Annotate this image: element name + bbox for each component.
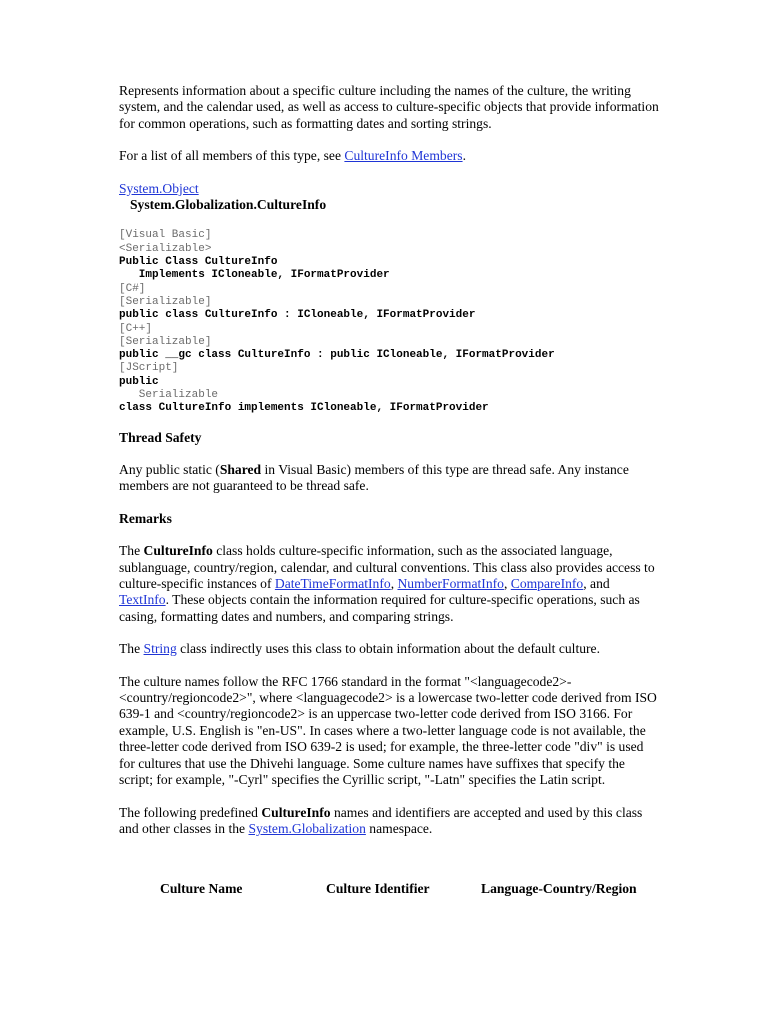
remarks-p2-text-2: class indirectly uses this class to obtain information about the default culture. [176, 641, 600, 657]
cultureinfo-keyword: CultureInfo [143, 543, 213, 559]
column-header-culture-name: Culture Name [160, 881, 243, 896]
inheritance-hierarchy [119, 181, 659, 214]
remarks-p4-text-3: namespace. [365, 820, 433, 836]
remarks-p4-text-2: names and identifiers are accepted and used by this class and other classes in the [119, 804, 643, 836]
remarks-heading: Remarks [119, 510, 172, 526]
datetimeformatinfo-link[interactable]: DateTimeFormatInfo [274, 576, 391, 592]
cs-attribute: [Serializable] [119, 295, 212, 308]
shared-keyword: Shared [219, 462, 262, 477]
syntax-block [119, 229, 659, 415]
vb-declaration-line1: Public Class CultureInfo [119, 256, 278, 269]
cpp-label: [C++] [119, 322, 153, 335]
js-label: [JScript] [119, 362, 179, 375]
remarks-p4-text-1: The following predefined [119, 804, 262, 820]
document-body [119, 83, 659, 853]
remarks-p1-sep-3: , and [583, 576, 610, 592]
members-suffix: . [462, 148, 466, 164]
vb-attribute: <Serializable> [119, 242, 212, 255]
column-header-language-country-region: Language-Country/Region [481, 881, 637, 896]
remarks-p1-sep-1: , [390, 576, 398, 592]
cpp-attribute: [Serializable] [119, 335, 212, 348]
remarks-p2-text-1: The [119, 641, 144, 657]
textinfo-link[interactable]: TextInfo [119, 592, 166, 608]
remarks-p1-sep-2: , [503, 576, 511, 592]
string-link[interactable]: String [143, 641, 177, 657]
system-globalization-link[interactable]: System.Globalization [248, 820, 366, 836]
numberformatinfo-link[interactable]: NumberFormatInfo [397, 576, 504, 592]
thread-safety-text-1: Any public static ( [119, 462, 220, 477]
js-declaration-line2: Serializable [119, 389, 219, 401]
remarks-paragraph-1 [119, 543, 659, 625]
thread-safety-paragraph [119, 462, 659, 495]
cultureinfo-keyword-2: CultureInfo [261, 804, 331, 820]
remarks-p1-text-1: The [119, 543, 144, 559]
members-paragraph [119, 148, 659, 164]
members-prefix: For a list of all members of this type, see [119, 148, 345, 164]
cpp-declaration: public __gc class CultureInfo : public ICloneable, IFormatProvider [119, 349, 555, 362]
vb-label: [Visual Basic] [119, 229, 212, 242]
remarks-paragraph-4 [119, 805, 659, 838]
hierarchy-current-class: System.Globalization.CultureInfo [130, 197, 327, 213]
js-declaration-line1: public [119, 375, 159, 388]
cs-declaration: public class CultureInfo : ICloneable, IFormatProvider [119, 309, 476, 322]
culture-info-members-link[interactable]: CultureInfo Members [344, 148, 463, 164]
column-header-culture-identifier: Culture Identifier [326, 881, 430, 896]
thread-safety-text-2: in Visual Basic) members of this type are thread safe. Any instance members are not guaranteed to be thread safe. [119, 462, 629, 494]
remarks-paragraph-2 [119, 641, 659, 657]
remarks-paragraph-3: The culture names follow the RFC 1766 standard in the format "<languagecode2>-<country/regioncode2>", where <languagecode2> is a lowercase two-letter code derived from ISO 639-1 and <country/regioncode2> is an uppercase two-letter code derived from ISO 3166. For example, U.S. English is "en-US". In cases where a two-letter language code is not available, the three-letter code derived from ISO 639-2 is used; for example, the three-letter code "div" is used for cultures that use the Dhivehi language. Some culture names have suffixes that specify the script; for example, "-Cyrl" specifies the Cyrillic script, "-Latn" specifies the Latin script. [119, 673, 657, 788]
js-declaration-line3: class CultureInfo implements ICloneable, IFormatProvider [119, 402, 489, 415]
cs-label: [C#] [119, 282, 146, 295]
compareinfo-link[interactable]: CompareInfo [510, 576, 584, 592]
vb-declaration-line2: Implements ICloneable, IFormatProvider [119, 269, 390, 282]
system-object-link[interactable]: System.Object [119, 180, 199, 196]
remarks-p1-text-3: . These objects contain the information required for culture-specific operations, such as casing, formatting dates and numbers, and comparing strings. [119, 592, 640, 624]
thread-safety-heading: Thread Safety [119, 429, 202, 445]
intro-paragraph: Represents information about a specific culture including the names of the culture, the writing system, and the calendar used, as well as access to culture-specific objects that provide information for common operations, such as formatting dates and sorting strings. [119, 83, 659, 131]
remarks-p1-text-2: class holds culture-specific information, such as the associated language, sublanguage, country/region, calendar, and cultural conventions. This class also provides access to culture-specific instances of [119, 543, 655, 592]
